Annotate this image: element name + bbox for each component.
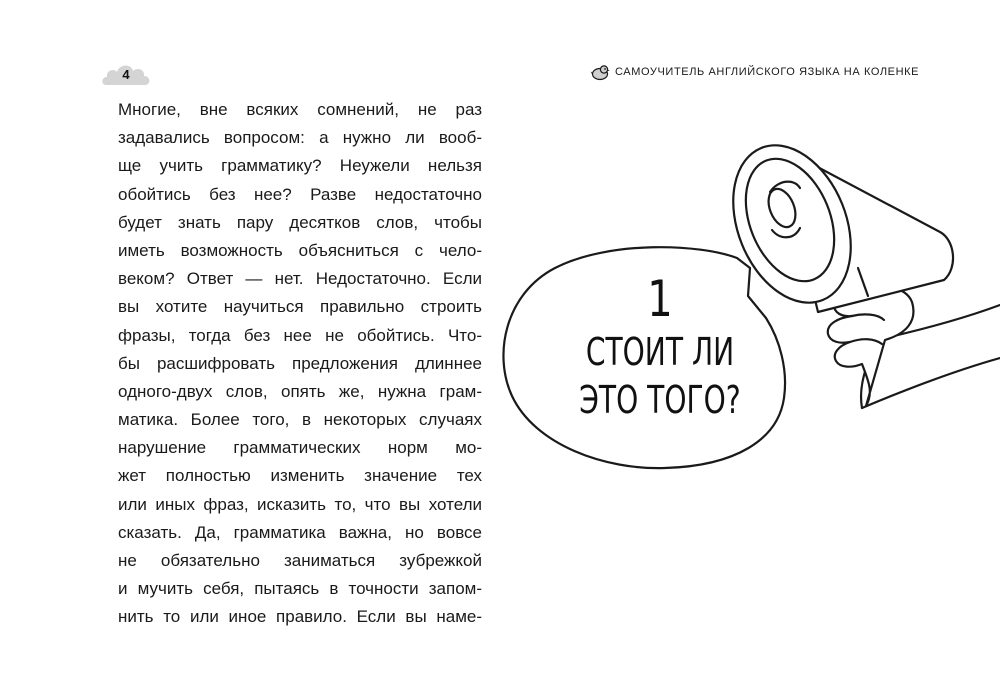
chapter-number: 1 bbox=[647, 270, 673, 328]
page-number-badge bbox=[100, 58, 152, 88]
body-line: задавались вопросом: а нужно ли вооб- bbox=[118, 128, 482, 148]
chapter-title-line1: СТОИТ ЛИ bbox=[585, 330, 735, 374]
body-line: не обязательно заниматься зубрежкой bbox=[118, 551, 482, 570]
body-line: нить то или иное правило. Если вы наме- bbox=[118, 607, 482, 627]
body-line: ще учить грамматику? Неужели нельзя bbox=[118, 156, 482, 176]
running-title: САМОУЧИТЕЛЬ АНГЛИЙСКОГО ЯЗЫКА НА КОЛЕНКЕ bbox=[615, 66, 920, 78]
body-line: бы расшифровать предложения длиннее bbox=[118, 353, 482, 373]
running-head bbox=[590, 62, 920, 82]
body-line: сказать. Да, грамматика важна, но вовсе bbox=[118, 522, 482, 542]
body-line: Многие, вне всяких сомнений, не раз bbox=[118, 100, 482, 119]
body-line: матика. Более того, в некоторых случаях bbox=[118, 410, 482, 430]
body-line: нарушение грамматических норм мо- bbox=[118, 438, 482, 458]
body-line: одного-двух слов, опять же, нужна грам- bbox=[118, 381, 482, 401]
body-line: обойтись без нее? Разве недостаточно bbox=[118, 184, 482, 204]
chapter-heading bbox=[520, 270, 800, 424]
body-line: веком? Ответ — нет. Недостаточно. Если bbox=[118, 269, 482, 289]
body-line: иметь возможность объясниться с чело- bbox=[118, 240, 482, 260]
body-line: или иных фраз, исказить то, что вы хотели bbox=[118, 494, 482, 514]
bird-icon bbox=[590, 63, 610, 81]
sleeve bbox=[862, 358, 1000, 408]
page-number: 4 bbox=[122, 67, 130, 82]
chapter-title-line2: ЭТО ТОГО? bbox=[579, 378, 741, 422]
body-line: фразы, тогда без нее не обойтись. Что- bbox=[118, 325, 482, 345]
body-line: и мучить себя, пытаясь в точности запом- bbox=[118, 579, 482, 599]
body-line: будет знать пару десятков слов, чтобы bbox=[118, 212, 482, 232]
body-line: вы хотите научиться правильно строить bbox=[118, 297, 482, 317]
body-line: жет полностью изменить значение тех bbox=[118, 466, 482, 486]
body-text bbox=[118, 96, 482, 632]
